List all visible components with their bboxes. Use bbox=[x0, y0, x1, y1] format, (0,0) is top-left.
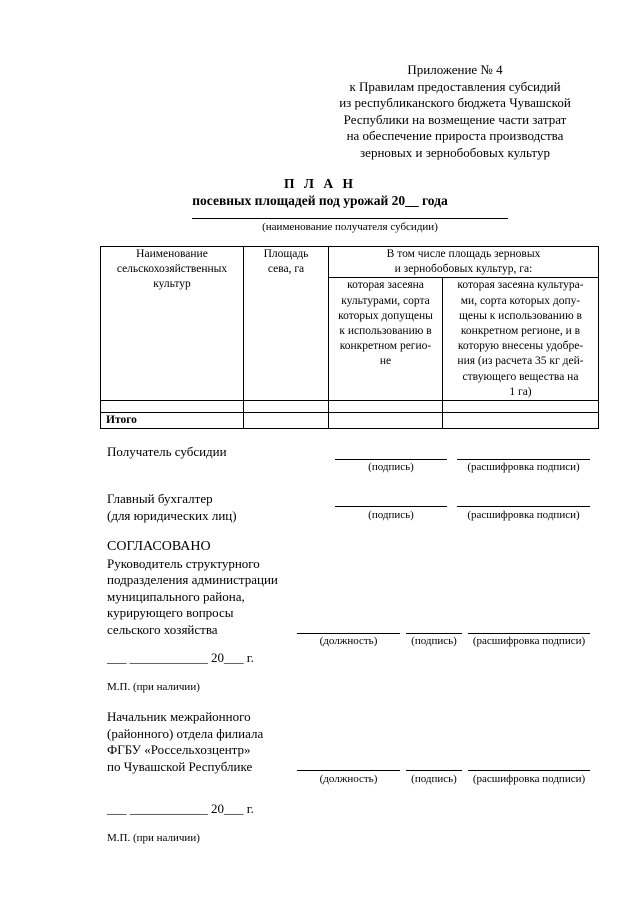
table-row bbox=[101, 401, 599, 413]
position-line bbox=[297, 633, 400, 634]
table-cell bbox=[443, 413, 599, 429]
table-cell bbox=[329, 413, 443, 429]
table-cell bbox=[329, 401, 443, 413]
signature-line bbox=[406, 633, 462, 634]
position-caption: (должность) bbox=[319, 635, 378, 647]
table-cell bbox=[244, 413, 329, 429]
header-group: В том числе площадь зерновых и зернобобовых культур, га: bbox=[329, 247, 599, 278]
decoding-line bbox=[457, 506, 590, 507]
title-subtitle: посевных площадей под урожай 20__ года bbox=[192, 193, 448, 208]
stamp-note: М.П. (при наличии) bbox=[107, 681, 200, 693]
total-label: Итого bbox=[101, 413, 244, 429]
decoding-caption: (расшифровка подписи) bbox=[472, 773, 586, 785]
date-field: ___ ____________ 20___ г. bbox=[107, 801, 254, 816]
signature-caption: (подпись) bbox=[368, 509, 414, 521]
total-row bbox=[101, 413, 599, 429]
table-cell bbox=[443, 401, 599, 413]
stamp-note: М.П. (при наличии) bbox=[107, 832, 200, 844]
signature-line bbox=[406, 770, 462, 771]
decoding-caption: (расшифровка подписи) bbox=[467, 509, 580, 521]
header-crop-name: Наименование сельскохозяйственных культур bbox=[101, 247, 244, 401]
signature-line bbox=[335, 459, 447, 460]
header-sub-fertilized: которая засеяна культура- ми, сорта которых допу- щены к использованию в конкретном регионе, и в которую внесены удобре- ния (из расчета 35 кг дей- ствующего вещества на 1 га) bbox=[443, 278, 599, 401]
appendix-header bbox=[300, 62, 610, 162]
position-line bbox=[297, 770, 400, 771]
recipient-label: Получатель субсидии bbox=[107, 444, 227, 459]
decoding-line bbox=[468, 633, 590, 634]
regional-head-block: Начальник межрайонного (районного) отдела филиала ФГБУ «Россельхозцентр» по Чувашской Республике bbox=[107, 709, 264, 774]
header-sub-region: которая засеяна культурами, сорта которых допущены к использованию в конкретном регио- не bbox=[329, 278, 443, 401]
table-cell bbox=[101, 401, 244, 413]
decoding-caption: (расшифровка подписи) bbox=[472, 635, 586, 647]
header-sowing-area: Площадь сева, га bbox=[244, 247, 329, 401]
document-title bbox=[100, 175, 540, 209]
signature-caption: (подпись) bbox=[411, 773, 457, 785]
decoding-line bbox=[457, 459, 590, 460]
header-line: Республики на возмещение части затрат bbox=[343, 111, 567, 127]
accountant-label: Главный бухгалтер (для юридических лиц) bbox=[107, 491, 237, 523]
position-caption: (должность) bbox=[319, 773, 378, 785]
title-plan: П Л А Н bbox=[284, 176, 356, 191]
date-field: ___ ____________ 20___ г. bbox=[107, 650, 254, 665]
signature-line bbox=[335, 506, 447, 507]
signature-caption: (подпись) bbox=[411, 635, 457, 647]
table-cell bbox=[244, 401, 329, 413]
recipient-caption: (наименование получателя субсидии) bbox=[262, 221, 438, 233]
signature-caption: (подпись) bbox=[368, 461, 414, 473]
header-line: к Правилам предоставления субсидий bbox=[349, 78, 561, 94]
header-line: из республиканского бюджета Чувашской bbox=[339, 95, 571, 111]
decoding-caption: (расшифровка подписи) bbox=[467, 461, 580, 473]
recipient-name-line bbox=[192, 218, 508, 219]
plan-table bbox=[100, 246, 599, 429]
header-line: на обеспечение прироста производства bbox=[346, 128, 564, 144]
header-line: зерновых и зернобобовых культур bbox=[360, 144, 550, 160]
approved-block: СОГЛАСОВАНО Руководитель структурного подразделения администрации муниципального района, курирующего вопросы сельского хозяйства bbox=[107, 539, 278, 637]
header-line: Приложение № 4 bbox=[407, 62, 503, 77]
decoding-line bbox=[468, 770, 590, 771]
